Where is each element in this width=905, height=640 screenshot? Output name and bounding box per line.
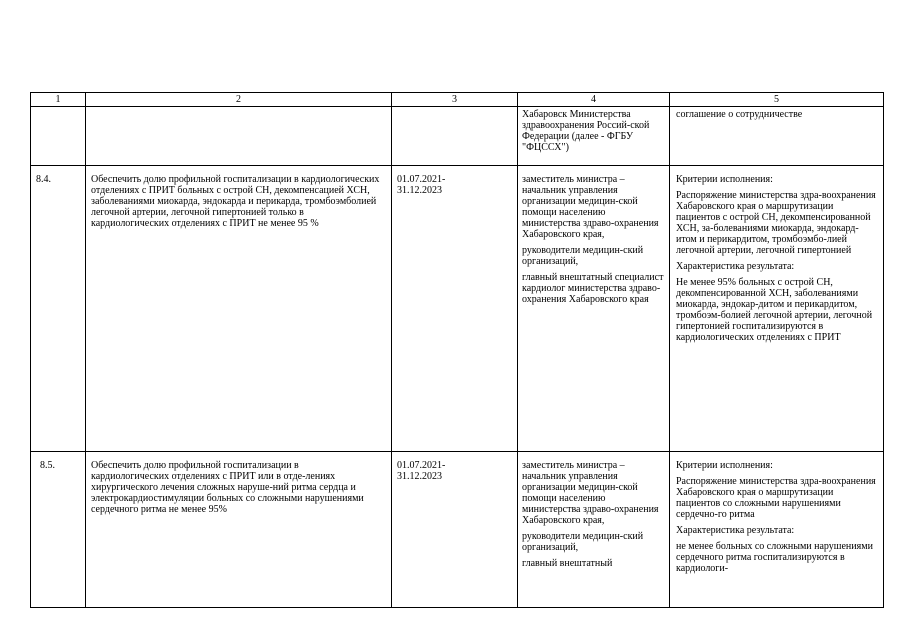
column-header-5: 5 [774, 94, 779, 105]
column-divider [669, 92, 670, 607]
criteria-label: Критерии исполнения: [676, 460, 773, 471]
column-header-3: 3 [452, 94, 457, 105]
row-divider [31, 165, 883, 166]
column-divider [391, 92, 392, 607]
task-text: Обеспечить долю профильной госпитализации в кардиологических отделениях с ПРИТ больных с острой СН, декомпенсацией ХСН, заболеваниями миокарда, эндокарда и перикарда, тромбоэмболией легочной артерии, легочной гипертонией только в кардиологических отделениях с ПРИТ не менее 95 % [91, 174, 380, 229]
plan-table [30, 92, 884, 608]
responsible-item: главный внештатный [522, 558, 613, 569]
criteria-text: Распоряжение министерства здра-воохранения Хабаровского края о маршрутизации пациентов с острой СН, декомпенсированной ХСН, за-болеваниями миокарда, эндокард-итом и перикардитом, тромбоэмбо-лией легочной артерии, легочной гипертонией [676, 190, 876, 256]
task-text: Обеспечить долю профильной госпитализации в кардиологических отделениях с ПРИТ или в отде-лениях хирургического лечения сложных наруше-ний ритма сердца и электрокардиостимуляции больных со сложными нарушениями сердечного ритма не менее 95% [91, 460, 364, 515]
date-range: 01.07.2021-31.12.2023 [397, 460, 446, 482]
row-divider [31, 451, 883, 452]
responsible-item: заместитель министра – начальник управления организации медицин-ской помощи населению министерства здраво-охранения Хабаровского края, [522, 460, 659, 526]
date-range: 01.07.2021-31.12.2023 [397, 174, 446, 196]
responsible-list [522, 460, 665, 574]
responsible-item: руководители медицин-ский организаций, [522, 245, 644, 267]
criteria-label: Критерии исполнения: [676, 174, 773, 185]
column-header-4: 4 [591, 94, 596, 105]
column-divider [85, 92, 86, 607]
column-divider [517, 92, 518, 607]
result-cell [676, 174, 878, 348]
result-label: Характеристика результата: [676, 261, 795, 272]
row-number: 8.4. [36, 174, 51, 185]
responsible-item: заместитель министра – начальник управления организации медицин-ской помощи населению министерства здраво-охранения Хабаровского края, [522, 174, 659, 240]
column-header-1: 1 [55, 94, 61, 105]
result-cell [676, 460, 878, 606]
column-header-2: 2 [236, 94, 241, 105]
result-text: Не менее 95% больных с острой СН, декомпенсированной ХСН, заболеваниями миокарда, эндокар-дитом и перикардитом, тромбоэм-болией легочной артерии, легочной гипертонией госпитализируются в кардиологических отделениях с ПРИТ [676, 277, 873, 343]
responsible-item: главный внештатный специалист кардиолог министерства здраво-охранения Хабаровского края [522, 272, 664, 305]
responsible-list [522, 174, 665, 310]
result-text: не менее больных со сложными нарушениями сердечного ритма госпитализируются в кардиологи- [676, 541, 873, 574]
responsible-item: руководители медицин-ский организаций, [522, 531, 644, 553]
result-label: Характеристика результата: [676, 525, 795, 536]
continuation-responsible: Хабаровск Министерства здравоохранения Россий-ской Федерации (далее - ФГБУ "ФЦССХ") [522, 109, 650, 153]
criteria-text: Распоряжение министерства здра-воохранения Хабаровского края о маршрутизации пациентов со сложными нарушениями сердечно-го ритма [676, 476, 876, 520]
continuation-result: соглашение о сотрудничестве [676, 109, 803, 120]
row-number: 8.5. [40, 460, 55, 471]
